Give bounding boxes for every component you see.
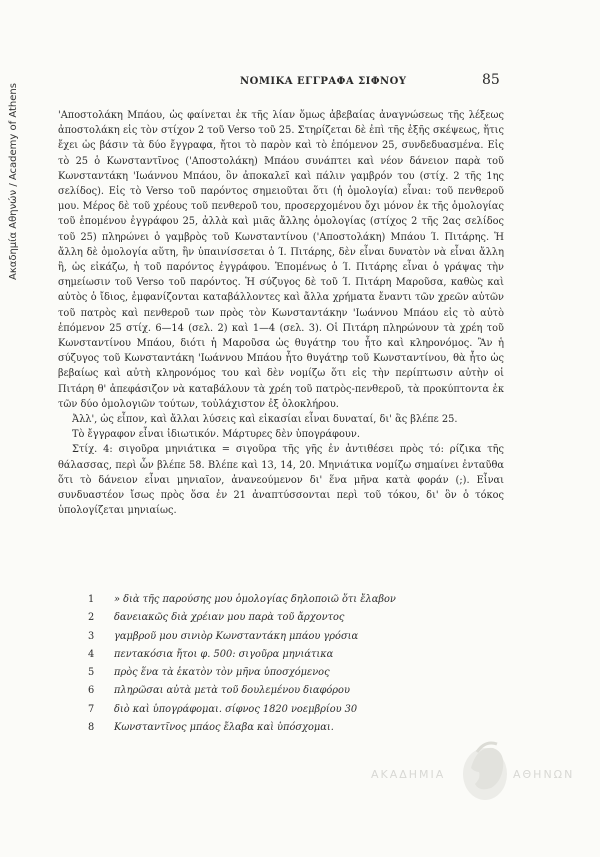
transcription-line (88, 594, 448, 612)
line-text: διὸ καὶ ὑπογράφομαι. σίφνος 1820 νοεμβρίου 30 (114, 703, 358, 715)
line-text: δανειακῶς διὰ χρέιαν μου παρὰ τοῦ ἄρχοντος (114, 612, 345, 624)
line-text: πεντακόσια ἤτοι φ. 500: σιγοῦρα μηνιάτικα (114, 648, 334, 660)
athena-seal-icon (457, 738, 513, 804)
transcription-line (88, 631, 448, 649)
line-number: 5 (88, 667, 95, 679)
transcription-line (88, 612, 448, 630)
watermark-left-word: ΑΚΑΔΗΜΙΑ (371, 768, 446, 781)
document-transcription (88, 594, 448, 740)
line-number: 8 (88, 722, 95, 734)
archive-side-label: Ακαδημία Αθηνών / Academy of Athens (8, 83, 19, 280)
paragraph-1: 'Αποστολάκη Μπάου, ὡς φαίνεται ἐκ τῆς λίαν ὅμως ἀβεβαίας ἀναγνώσεως τῆς λέξεως ἀποστολάκη εἰς τὸν στίχον 2 τοῦ Verso τοῦ 25. Στηρίζεται δὲ ἐπὶ τῆς ἑξῆς σκέψεως, ἥτις ἔχει ὡς βάσιν τὰ δύο ἔγγραφα, ἤτοι τὸ παρὸν καὶ τὸ ἑπόμενον 25, συνδεδυασμένα. Εἰς τὸ 25 ὁ Κωνσταντῖνος ('Αποστολάκη) Μπάου συνάπτει καὶ νέον δάνειον παρὰ τοῦ Κωνσταντάκη 'Ιωάννου Μπάου, ὃν ἀποκαλεῖ καὶ πάλιν γαμβρόν του (στίχ. 2 τῆς 1ης σελίδος). Εἰς τὸ Verso τοῦ παρόντος σημειοῦται ὅτι (ἡ ὁμολογία) εἶναι: τοῦ πενθεροῦ μου. Μέρος δὲ τοῦ χρέους τοῦ πενθεροῦ του, προσερχομένου ὄχι μόνον ἐκ τῆς ὁμολογίας τοῦ ἑπομένου ἐγγράφου 25, ἀλλὰ καὶ μιᾶς ἄλλης ὁμολογίας (στίχος 2 τῆς 2ας σελίδος τοῦ 25) πληρώνει ὁ γαμβρὸς τοῦ Κωνσταντίνου ('Αποστολάκη) Μπάου Ί. Πιτάρης. Ἡ ἄλλη δὲ ὁμολογία αὕτη, ἣν ὑπαινίσσεται ὁ Ί. Πιτάρης, δὲν εἶναι δυνατὸν νὰ εἶναι ἄλλη ἢ, ὡς εἰκάζω, ἡ τοῦ παρόντος ἐγγράφου. Ἑπομένως ὁ Ί. Πιτάρης εἶναι ὁ γράψας τὴν σημείωσιν τοῦ Verso τοῦ παρόντος. Ἡ σύζυγος δὲ τοῦ Ί. Πιτάρη Μαροῦσα, καθὼς καὶ αὐτὸς ὁ ἴδιος, ἐμφανίζονται καταβάλλοντες καὶ ἄλλα χρήματα ἔναντι τῶν χρεῶν αὐτῶν τοῦ πατρὸς καὶ πενθεροῦ των πρὸς τὸν Κωνσταντάκην 'Ιωάννου Μπάου εἰς τὸ αὐτὸ ἑπόμενον 25 στίχ. 6—14 (σελ. 2) καὶ 1—4 (σελ. 3). Οἱ Πιτάρη πληρώνουν τὰ χρέη τοῦ Κωνσταντίνου Μπάου, διότι ἡ Μαροῦσα ὡς θυγάτηρ του ἦτο καὶ κληρονόμος. Ἂν ἡ σύζυγος τοῦ Κωνσταντάκη 'Ιωάννου Μπάου ἦτο θυγάτηρ τοῦ Κωνσταντίνου, θὰ ἦτο ὡς βεβαίως καὶ αὐτὴ κληρονόμος του καὶ δὲν νομίζω ὅτι εἰς τὴν περίπτωσιν αὐτὴν οἱ Πιτάρη θ' ἀπεφάσιζον νὰ καταβάλουν τὰ χρέη τοῦ πατρὸς-πενθεροῦ, τὰ προκύπτοντα ἐκ τῶν δύο ὁμολογιῶν τούτων, τοὐλάχιστον ἐξ ὁλοκλήρου. (58, 110, 504, 410)
line-number: 4 (88, 648, 95, 660)
transcription-line (88, 667, 448, 685)
transcription-line (88, 704, 448, 722)
transcription-line (88, 649, 448, 667)
line-text: » διὰ τῆς παρούσης μου ὁμολογίας δηλοποιῶ ὅτι ἔλαβον (114, 594, 396, 605)
line-text: Κωνσταντῖνος μπάος ἔλαβα καὶ ὑπόσχομαι. (114, 722, 334, 734)
transcription-line (88, 685, 448, 703)
line-text: γαμβροῦ μου σινιὸρ Κωνσταντάκη μπάου γρόσια (114, 630, 359, 642)
paragraph-2: Ἀλλ', ὡς εἶπον, καὶ ἄλλαι λύσεις καὶ εἰκασίαι εἶναι δυναταί, δι' ἃς βλέπε 25. (72, 414, 458, 426)
line-text: πληρῶσαι αὐτὰ μετὰ τοῦ δουλεμένου διαφόρου (114, 685, 350, 697)
commentary-text (58, 108, 504, 518)
academy-watermark (365, 738, 575, 808)
page-number: 85 (482, 72, 500, 88)
line-number: 7 (88, 703, 95, 715)
line-text: πρὸς ἕνα τὰ ἑκατὸν τὸν μῆνα ὑποσχόμενος (114, 667, 330, 679)
line-number: 1 (88, 594, 95, 605)
running-title: ΝΟΜΙΚΑ ΕΓΓΡΑΦΑ ΣΙΦΝΟΥ (240, 76, 407, 87)
page-header (0, 72, 600, 94)
watermark-right-word: ΑΘΗΝΩΝ (513, 768, 575, 781)
paragraph-3: Τὸ ἔγγραφον εἶναι ἰδιωτικόν. Μάρτυρες δὲν ὑπογράφουν. (72, 429, 360, 441)
line-number: 6 (88, 685, 95, 697)
line-number: 3 (88, 630, 95, 642)
line-number: 2 (88, 612, 95, 624)
paragraph-4: Στίχ. 4: σιγοῦρα μηνιάτικα = σιγοῦρα τῆς γῆς ἐν ἀντιθέσει πρὸς τό: ρίζικα τῆς θάλασσας, περὶ ὧν βλέπε 58. Βλέπε καὶ 13, 14, 20. Μηνιάτικα νομίζω σημαίνει ἐνταῦθα ὅτι τὸ δάνειον εἶναι μηνιαῖον, ἀνανεούμενον δι' ἕνα μῆνα κατὰ φοράν (;). Εἶναι συνδυαστέον ἴσως πρὸς ὅσα ἐν 21 ἀναπτύσσονται περὶ τοῦ τόκου, δι' ὃν ὁ τόκος ὑπολογίζεται μηνιαίως. (58, 444, 504, 517)
